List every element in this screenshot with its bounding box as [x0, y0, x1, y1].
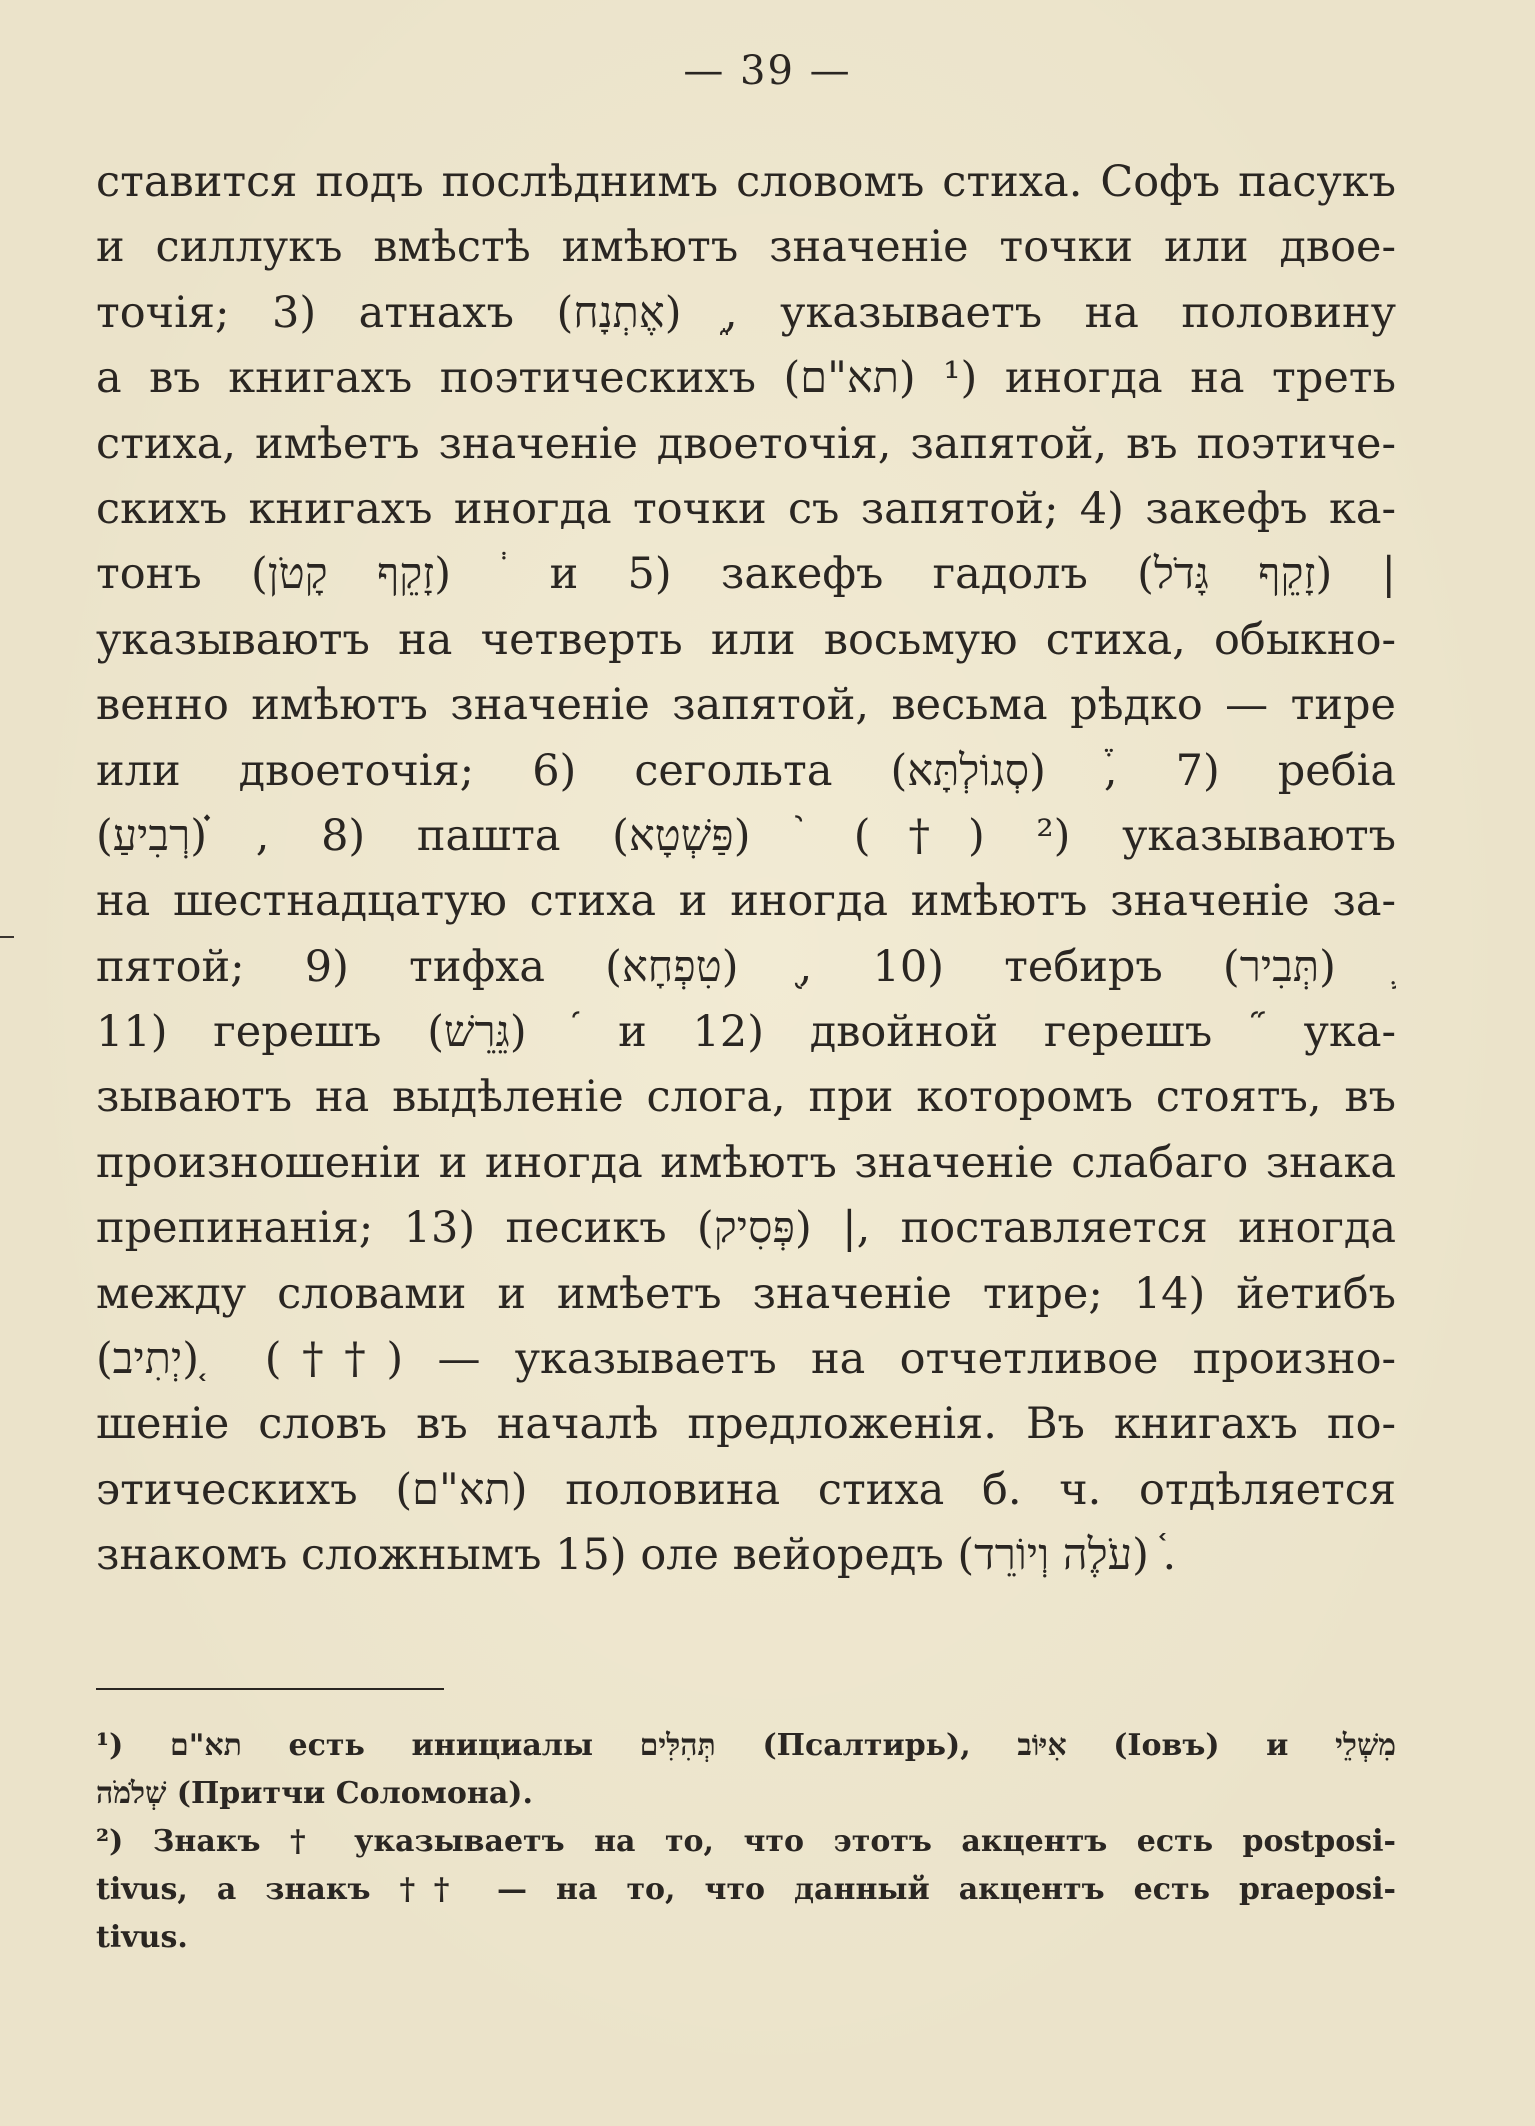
text-line: точія; 3) атнахъ (אֶתְנָח) ֑, указываетъ на половину — [96, 287, 1396, 338]
text-line: шеніе словъ въ началѣ предложенія. Въ книгахъ по- — [96, 1399, 1396, 1450]
text-line: и силлукъ вмѣстѣ имѣютъ значеніе точки или двое- — [96, 222, 1396, 273]
text-line: ставится подъ послѣднимъ словомъ стиха. Софъ пасукъ — [96, 157, 1396, 207]
text-line: зываютъ на выдѣленіе слога, при которомъ стоятъ, въ — [96, 1072, 1396, 1123]
footnote-line: ²) Знакъ † указываетъ на то, что этотъ акцентъ есть postposi- — [96, 1824, 1396, 1859]
text-line: скихъ книгахъ иногда точки съ запятой; 4) закефъ ка- — [96, 483, 1396, 534]
text-line: тонъ (זָקֵף קָטֹן) ֔ и 5) закефъ гадолъ (זָקֵף גָּדֹל) |֕ — [96, 549, 1396, 600]
text-line: между словами и имѣетъ значеніе тире; 14) йетибъ — [96, 1268, 1396, 1319]
footnote-divider — [96, 1688, 444, 1690]
footnote-line: tivus. — [96, 1920, 188, 1955]
text-line: (רְבִיעַ) ֗, 8) пашта (פַּשְׁטָא) ֙ (†) ²) указываютъ — [96, 810, 1396, 861]
margin-mark — [0, 936, 14, 938]
text-line: указываютъ на четверть или восьмую стиха, обыкно- — [96, 614, 1396, 665]
text-line: а въ книгахъ поэтическихъ (תא"ם) ¹) иногда на треть — [96, 353, 1396, 404]
text-line: препинанія; 13) песикъ (פְּסִיק) |, поставляется иногда — [96, 1203, 1396, 1254]
text-line: пятой; 9) тифха (טִפְחָא) ֖, 10) тебиръ (תְּבִיר) ֛ — [96, 941, 1396, 992]
text-line: этическихъ (תא"ם) половина стиха б. ч. отдѣляется — [96, 1464, 1396, 1515]
text-line: знакомъ сложнымъ 15) оле вейоредъ (עֹלֶה וְיוֹרֵד) ֫. — [96, 1530, 1177, 1581]
page-number: — 39 — — [683, 48, 852, 94]
text-line: (יְתִיב) ֚ (††) — указываетъ на отчетливое произно- — [96, 1334, 1396, 1385]
text-line: 11) герешъ (גֵּרֵשׁ) ֜ и 12) двойной герешъ ֞ ука- — [96, 1007, 1396, 1058]
text-line: на шестнадцатую стиха и иногда имѣютъ значеніе за- — [96, 876, 1396, 927]
footnotes — [96, 1722, 1396, 1962]
text-line: венно имѣютъ значеніе запятой, весьма рѣдко — тире — [96, 680, 1396, 731]
footnote-line: שְׁלֹמֹה (Притчи Соломона). — [96, 1776, 533, 1811]
main-text — [96, 150, 1396, 1589]
footnote-line: tivus, а знакъ †† — на то, что данный акцентъ есть praeposi- — [96, 1872, 1396, 1907]
footnote-line: ¹) תא"ם есть инициалы תְּהִלִּים (Псалтирь), אִיּוֹב (Іовъ) и מִשְׁלֵי — [96, 1728, 1396, 1763]
text-line: произношеніи и иногда имѣютъ значеніе слабаго знака — [96, 1137, 1396, 1188]
text-line: или двоеточія; 6) сегольта (סְגוֹלְתָּא) ֒, 7) ребіа — [96, 745, 1396, 796]
text-line: стиха, имѣетъ значеніе двоеточія, запятой, въ поэтиче- — [96, 418, 1396, 469]
